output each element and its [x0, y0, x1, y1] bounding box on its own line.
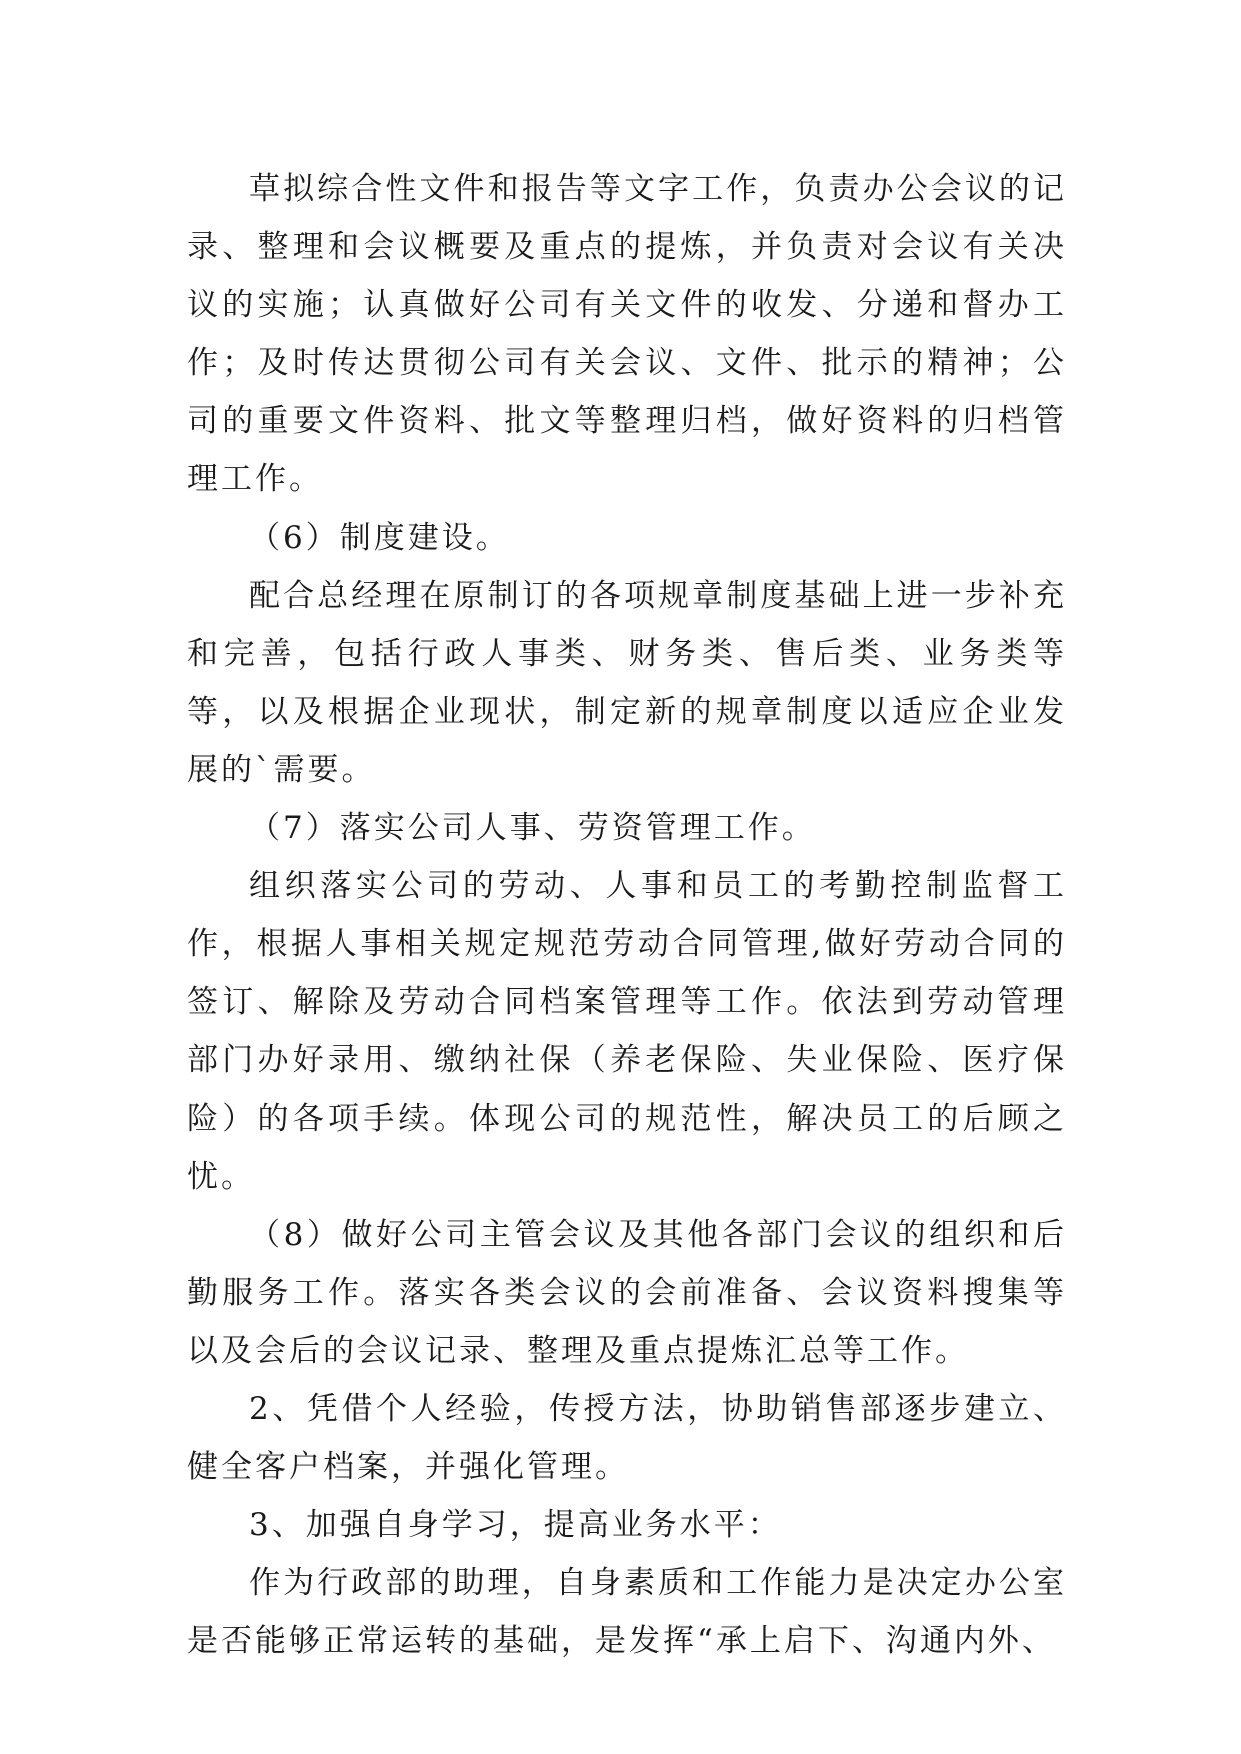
- paragraph-regulations: 配合总经理在原制订的各项规章制度基础上进一步补充和完善，包括行政人事类、财务类、售后类、业务类等等，以及根据企业现状，制定新的规章制度以适应企业发展的`需要。: [187, 577, 1067, 788]
- paragraph-meeting-logistics: （8）做好公司主管会议及其他各部门会议的组织和后勤服务工作。落实各类会议的会前准备、会议资料搜集等以及会后的会议记录、整理及重点提炼汇总等工作。: [187, 1216, 1067, 1369]
- paragraph-labor-contracts: 组织落实公司的劳动、人事和员工的考勤控制监督工作，根据人事相关规定规范劳动合同管理,做好劳动合同的签订、解除及劳动合同档案管理等工作。依法到劳动管理部门办好录用、缴纳社保（养老保险、失业保险、医疗保险）的各项手续。体现公司的规范性，解决员工的后顾之忧。: [187, 868, 1067, 1195]
- paragraph-assistant-role: 作为行政部的助理，自身素质和工作能力是决定办公室是否能够正常运转的基础，是发挥“承上启下、沟通内外、: [187, 1565, 1067, 1660]
- paragraph-customer-files: 2、凭借个人经验，传授方法，协助销售部逐步建立、健全客户档案，并强化管理。: [187, 1390, 1067, 1486]
- document-body: [187, 160, 1067, 1670]
- heading-system-building: （6）制度建设。: [249, 519, 510, 556]
- paragraph-meeting-records: 草拟综合性文件和报告等文字工作，负责办公会议的记录、整理和会议概要及重点的提炼，并负责对会议有关决议的实施；认真做好公司有关文件的收发、分递和督办工作；及时传达贯彻公司有关会议、文件、批示的精神；公司的重要文件资料、批文等整理归档，做好资料的归档管理工作。: [187, 171, 1067, 498]
- heading-personnel-management: （7）落实公司人事、劳资管理工作。: [249, 810, 816, 847]
- heading-self-study: 3、加强自身学习，提高业务水平：: [249, 1507, 782, 1544]
